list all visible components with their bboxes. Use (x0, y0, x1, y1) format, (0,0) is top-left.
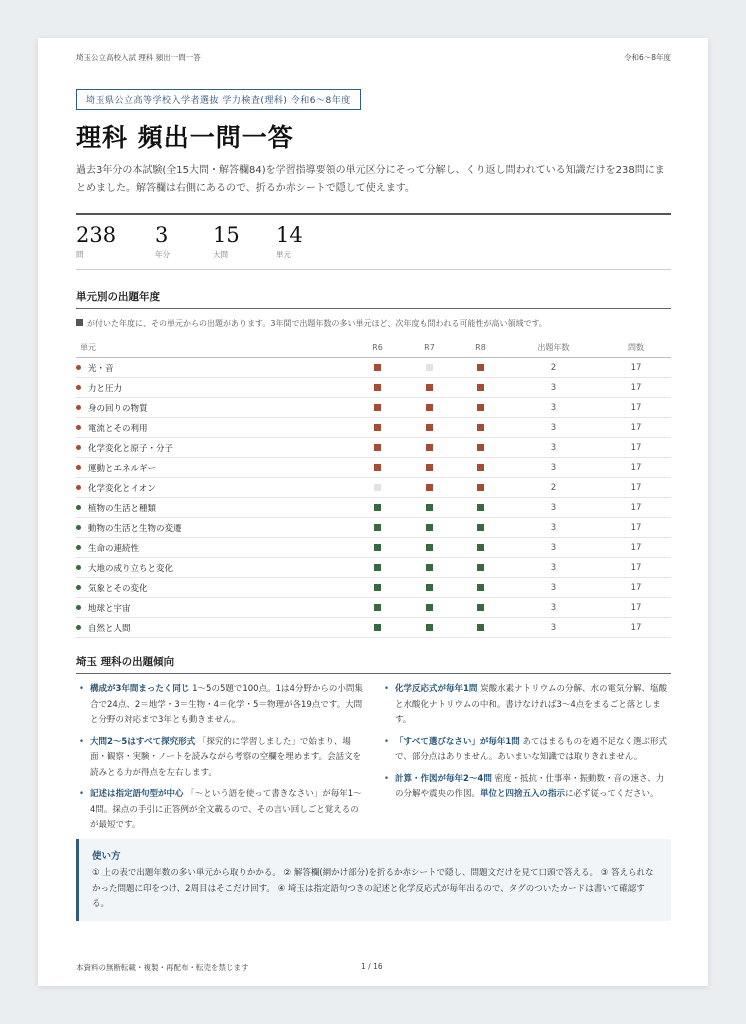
year-cell-r6 (351, 398, 404, 418)
year-cell-r6 (351, 358, 404, 378)
trend-heading: 記述は指定語句型が中心 (90, 789, 184, 799)
year-mark-icon (477, 364, 484, 371)
year-mark-icon (426, 604, 433, 611)
year-cell-r6 (351, 378, 404, 398)
trends-left-column (76, 682, 366, 840)
stat-label: 問 (76, 250, 84, 259)
years-cell: 3 (506, 398, 601, 418)
unit-cell (76, 538, 351, 558)
category-dot-icon (76, 365, 81, 370)
trend-heading: 構成が3年間まったく同じ (90, 684, 190, 694)
count-cell: 17 (601, 398, 671, 418)
trend-text: 「〜という語を使って書きなさい」が毎年1〜4問。採点の手引に正答例が全文載るので、その言い回しごと覚えるのが最短です。 (90, 789, 362, 830)
howto-title: 使い方 (92, 851, 121, 862)
stat-value: 238 (76, 223, 117, 247)
col-unit: 単元 (76, 338, 351, 358)
unit-name: 気象とその変化 (88, 583, 148, 594)
year-mark-icon (426, 444, 433, 451)
table-row (76, 618, 671, 638)
year-cell-r8 (455, 538, 506, 558)
years-cell: 3 (506, 438, 601, 458)
years-cell: 3 (506, 518, 601, 538)
year-mark-icon (374, 584, 381, 591)
year-cell-r8 (455, 618, 506, 638)
trend-text: 1〜5の5題で100点。1は4分野からの小問集合で24点、2＝地学・3＝生物・4＝化学・5＝物理が各19点です。大問と分野の対応まで3年とも動きません。 (90, 684, 363, 725)
year-mark-icon (374, 544, 381, 551)
unit-cell (76, 558, 351, 578)
stat-years (155, 222, 170, 260)
years-cell: 3 (506, 618, 601, 638)
stat-label: 単元 (276, 250, 291, 259)
trend-emphasis: 単位と四捨五入の指示 (480, 789, 566, 799)
year-mark-icon (426, 364, 433, 371)
stat-label: 年分 (155, 250, 170, 259)
year-mark-icon (374, 564, 381, 571)
years-cell: 3 (506, 458, 601, 478)
year-cell-r6 (351, 518, 404, 538)
col-years: 出題年数 (506, 338, 601, 358)
trend-heading: 化学反応式が毎年1問 (395, 684, 478, 694)
year-cell-r7 (404, 398, 455, 418)
year-mark-icon (477, 604, 484, 611)
year-cell-r7 (404, 598, 455, 618)
year-mark-icon (426, 424, 433, 431)
year-mark-icon (477, 624, 484, 631)
table-header-row (76, 338, 671, 358)
table-row (76, 498, 671, 518)
year-cell-r6 (351, 498, 404, 518)
howto-box (76, 839, 671, 921)
legend-note-text: が付いた年度に、その単元からの出題があります。3年間で出題年数の多い単元ほど、次年度も問われる可能性が高い領域です。 (87, 319, 547, 328)
category-dot-icon (76, 445, 81, 450)
category-dot-icon (76, 425, 81, 430)
trend-text: に必ず従ってください。 (565, 789, 659, 799)
year-mark-icon (426, 404, 433, 411)
unit-name: 化学変化とイオン (88, 483, 156, 494)
year-mark-icon (374, 484, 381, 491)
year-cell-r7 (404, 518, 455, 538)
units-table (76, 338, 671, 638)
trend-heading: 大問2〜5はすべて探究形式 (90, 736, 196, 747)
year-mark-icon (374, 424, 381, 431)
trend-heading: 計算・作図が毎年2〜4問 (395, 773, 492, 784)
unit-cell (76, 378, 351, 398)
trends-right-column (381, 682, 671, 809)
year-cell-r7 (404, 578, 455, 598)
trend-item: • 計算・作図が毎年2〜4問 密度・抵抗・仕事率・振動数・音の速さ、力の分解や震央の作図。単位と四捨五入の指示に必ず従ってください。 (384, 773, 665, 799)
year-cell-r6 (351, 538, 404, 558)
years-cell: 3 (506, 558, 601, 578)
year-mark-icon (477, 544, 484, 551)
year-mark-icon (374, 384, 381, 391)
table-row (76, 518, 671, 538)
year-mark-icon (477, 444, 484, 451)
year-mark-icon (426, 524, 433, 531)
trend-text: 炭酸水素ナトリウムの分解、水の電気分解、塩酸と水酸化ナトリウムの中和。書けなければ3〜4点をまるごと落とします。 (395, 684, 668, 725)
unit-cell (76, 498, 351, 518)
category-dot-icon (76, 405, 81, 410)
year-mark-icon (426, 624, 433, 631)
year-mark-icon (374, 444, 381, 451)
section-title-units: 単元別の出題年度 (76, 291, 160, 303)
table-row (76, 578, 671, 598)
header-right: 令和6〜8年度 (623, 53, 671, 62)
stat-units (276, 222, 303, 260)
units-table-body (76, 358, 671, 638)
year-cell-r7 (404, 458, 455, 478)
category-dot-icon (76, 465, 81, 470)
year-mark-icon (426, 504, 433, 511)
year-cell-r7 (404, 558, 455, 578)
year-mark-icon (477, 484, 484, 491)
count-cell: 17 (601, 458, 671, 478)
category-dot-icon (76, 525, 81, 530)
unit-name: 動物の生活と生物の変遷 (88, 523, 182, 534)
count-cell: 17 (601, 418, 671, 438)
category-dot-icon (76, 485, 81, 490)
year-mark-icon (374, 404, 381, 411)
year-cell-r7 (404, 378, 455, 398)
trend-text: あてはまるものを過不足なく選ぶ形式で、部分点はありません。あいまいな知識では取りきれません。 (395, 736, 667, 762)
year-cell-r8 (455, 358, 506, 378)
year-cell-r6 (351, 418, 404, 438)
table-row (76, 458, 671, 478)
year-cell-r8 (455, 438, 506, 458)
year-mark-icon (477, 384, 484, 391)
years-cell: 2 (506, 358, 601, 378)
year-cell-r7 (404, 358, 455, 378)
year-cell-r6 (351, 478, 404, 498)
stat-value: 15 (213, 223, 240, 247)
years-cell: 2 (506, 478, 601, 498)
col-r6: R6 (351, 338, 404, 358)
table-row (76, 418, 671, 438)
year-cell-r8 (455, 518, 506, 538)
year-cell-r8 (455, 418, 506, 438)
trend-item: • 化学反応式が毎年1問 炭酸水素ナトリウムの分解、水の電気分解、塩酸と水酸化ナトリウムの中和。書けなければ3〜4点をまるごと落とします。 (384, 684, 668, 725)
category-dot-icon (76, 605, 81, 610)
category-dot-icon (76, 385, 81, 390)
unit-name: 電流とその利用 (88, 423, 148, 434)
year-cell-r8 (455, 578, 506, 598)
unit-name: 運動とエネルギー (88, 463, 157, 474)
unit-cell (76, 398, 351, 418)
unit-cell (76, 578, 351, 598)
category-dot-icon (76, 565, 81, 570)
running-header (76, 52, 671, 63)
trend-item: • 「すべて選びなさい」が毎年1問 あてはまるものを過不足なく選ぶ形式で、部分点はありません。あいまいな知識では取りきれません。 (384, 736, 667, 762)
table-row (76, 398, 671, 418)
lead-paragraph: 過去3年分の本試験(全15大問・解答欄84)を学習指導要領の単元区分にそって分解し、くり返し問われている知識だけを238問にまとめました。解答欄は右側にあるので、折るか赤シートで隠して使えます。 (76, 165, 665, 194)
count-cell: 17 (601, 578, 671, 598)
year-cell-r6 (351, 438, 404, 458)
header-left: 埼玉公立高校入試 理科 頻出一問一答 (76, 53, 201, 62)
year-cell-r8 (455, 558, 506, 578)
year-cell-r6 (351, 598, 404, 618)
section-rule (76, 673, 671, 674)
trend-item: • 記述は指定語句型が中心 「〜という語を使って書きなさい」が毎年1〜4問。採点の手引に正答例が全文載るので、その言い回しごと覚えるのが最短です。 (79, 789, 362, 830)
year-cell-r7 (404, 538, 455, 558)
stat-value: 3 (155, 223, 169, 247)
table-row (76, 598, 671, 618)
count-cell: 17 (601, 618, 671, 638)
year-mark-icon (477, 564, 484, 571)
trend-item: • 構成が3年間まったく同じ 1〜5の5題で100点。1は4分野からの小問集合で24点、2＝地学・3＝生物・4＝化学・5＝物理が各19点です。大問と分野の対応まで3年とも動きません。 (79, 684, 363, 725)
count-cell: 17 (601, 518, 671, 538)
unit-cell (76, 418, 351, 438)
year-cell-r7 (404, 438, 455, 458)
unit-name: 植物の生活と種類 (88, 503, 157, 514)
table-row (76, 438, 671, 458)
year-mark-icon (477, 464, 484, 471)
year-cell-r6 (351, 558, 404, 578)
table-row (76, 538, 671, 558)
year-cell-r7 (404, 478, 455, 498)
document-page (38, 38, 708, 986)
year-cell-r7 (404, 418, 455, 438)
years-cell: 3 (506, 538, 601, 558)
page-number: 1 / 16 (361, 962, 383, 971)
unit-cell (76, 598, 351, 618)
category-dot-icon (76, 505, 81, 510)
year-cell-r8 (455, 458, 506, 478)
stat-value: 14 (276, 223, 303, 247)
year-cell-r8 (455, 478, 506, 498)
year-mark-icon (477, 404, 484, 411)
unit-name: 光・音 (88, 363, 114, 374)
col-count: 問数 (601, 338, 671, 358)
divider (76, 213, 671, 215)
table-row (76, 478, 671, 498)
section-title-trends: 埼玉 理科の出題傾向 (76, 656, 175, 668)
year-mark-icon (426, 584, 433, 591)
year-mark-icon (426, 484, 433, 491)
divider (76, 269, 671, 270)
stat-label: 大問 (213, 250, 228, 259)
year-mark-icon (374, 504, 381, 511)
stat-questions (76, 222, 116, 260)
unit-cell (76, 518, 351, 538)
legend-square-icon (76, 319, 83, 326)
year-mark-icon (426, 544, 433, 551)
year-mark-icon (374, 624, 381, 631)
unit-name: 身の回りの物質 (88, 403, 148, 414)
years-cell: 3 (506, 378, 601, 398)
unit-name: 化学変化と原子・分子 (88, 443, 174, 454)
howto-body: ① 上の表で出題年数の多い単元から取りかかる。 ② 解答欄(網かけ部分)を折るか赤シートで隠し、問題文だけを見て口頭で答える。 ③ 答えられなかった問題に印をつけ、2周目はそこだけ回す。 ④ 埼玉は指定語句つきの記述と化学反応式が毎年出るので、タグのついたカードは書いて確認する。 (92, 868, 654, 909)
year-mark-icon (477, 524, 484, 531)
year-mark-icon (477, 504, 484, 511)
year-cell-r8 (455, 498, 506, 518)
unit-cell (76, 478, 351, 498)
count-cell: 17 (601, 478, 671, 498)
count-cell: 17 (601, 358, 671, 378)
col-r8: R8 (455, 338, 506, 358)
years-cell: 3 (506, 498, 601, 518)
year-mark-icon (374, 524, 381, 531)
col-r7: R7 (404, 338, 455, 358)
unit-name: 自然と人間 (88, 623, 131, 634)
category-dot-icon (76, 585, 81, 590)
unit-cell (76, 438, 351, 458)
trend-item: • 大問2〜5はすべて探究形式 「探究的に学習しました」で始まり、場面・観察・実験・ノートを読みながら考察の空欄を埋めます。会話文を読みとる力が得点を左右します。 (79, 736, 362, 778)
year-cell-r6 (351, 458, 404, 478)
year-cell-r7 (404, 618, 455, 638)
year-cell-r7 (404, 498, 455, 518)
unit-cell (76, 358, 351, 378)
section-rule (76, 308, 671, 309)
years-cell: 3 (506, 578, 601, 598)
count-cell: 17 (601, 378, 671, 398)
year-mark-icon (477, 584, 484, 591)
unit-cell (76, 458, 351, 478)
footer (76, 962, 671, 973)
years-cell: 3 (506, 418, 601, 438)
table-row (76, 378, 671, 398)
year-cell-r8 (455, 598, 506, 618)
unit-name: 大地の成り立ちと変化 (88, 563, 174, 574)
page-title: 理科 頻出一問一答 (76, 123, 294, 152)
count-cell: 17 (601, 498, 671, 518)
year-mark-icon (426, 564, 433, 571)
stat-sections (213, 222, 240, 260)
count-cell: 17 (601, 558, 671, 578)
table-row (76, 358, 671, 378)
year-cell-r6 (351, 618, 404, 638)
count-cell: 17 (601, 438, 671, 458)
year-cell-r8 (455, 398, 506, 418)
trend-heading: 「すべて選びなさい」が毎年1問 (395, 736, 520, 747)
category-dot-icon (76, 625, 81, 630)
year-mark-icon (426, 464, 433, 471)
unit-name: 力と圧力 (88, 383, 123, 394)
year-cell-r6 (351, 578, 404, 598)
unit-name: 生命の連続性 (88, 543, 140, 554)
unit-name: 地球と宇宙 (88, 603, 131, 614)
footer-notice: 本資料の無断転載・複製・再配布・転売を禁じます (76, 963, 249, 972)
year-cell-r8 (455, 378, 506, 398)
year-mark-icon (426, 384, 433, 391)
year-mark-icon (374, 464, 381, 471)
trend-text: 密度・抵抗・仕事率・振動数・音の速さ、力の分解や震央の作図。 (395, 773, 665, 799)
unit-cell (76, 618, 351, 638)
year-mark-icon (374, 604, 381, 611)
year-mark-icon (374, 364, 381, 371)
legend-note (76, 318, 547, 329)
category-dot-icon (76, 545, 81, 550)
count-cell: 17 (601, 598, 671, 618)
year-mark-icon (477, 424, 484, 431)
exam-badge: 埼玉県公立高等学校入学者選抜 学力検査(理科) 令和6〜8年度 (76, 89, 361, 110)
count-cell: 17 (601, 538, 671, 558)
table-row (76, 558, 671, 578)
years-cell: 3 (506, 598, 601, 618)
trend-text: 「探究的に学習しました」で始まり、場面・観察・実験・ノートを読みながら考察の空欄を埋めます。会話文を読みとる力が得点を左右します。 (90, 736, 362, 778)
